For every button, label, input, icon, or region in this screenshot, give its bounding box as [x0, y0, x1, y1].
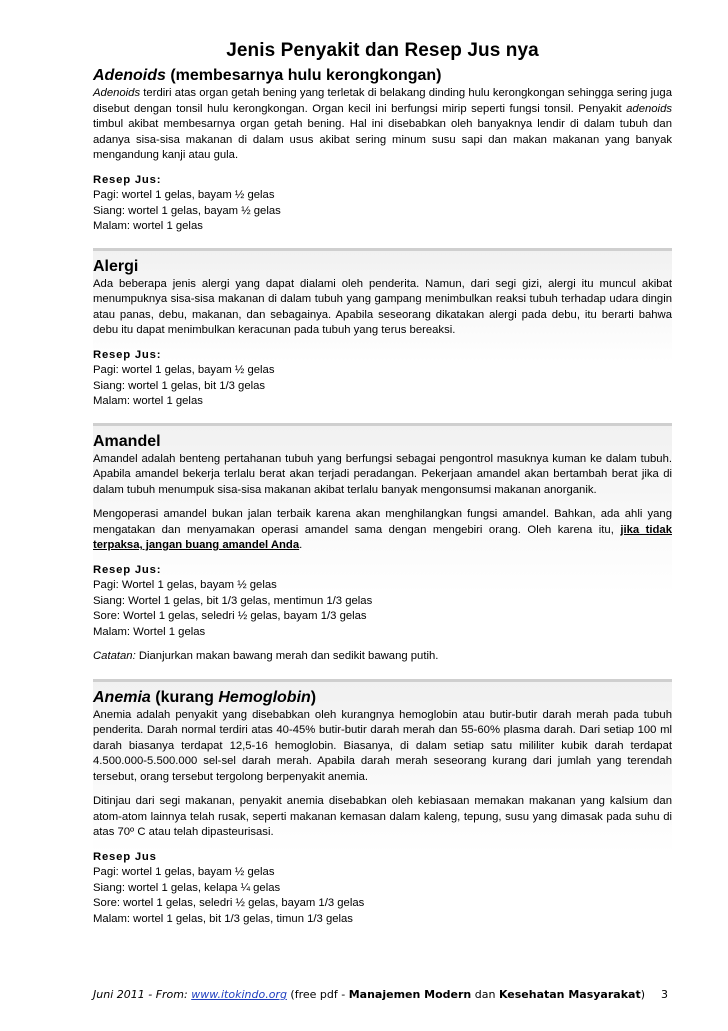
recipe-line: Pagi: wortel 1 gelas, bayam ½ gelas — [93, 364, 275, 376]
section-heading — [93, 66, 672, 86]
heading-text: ) — [310, 688, 317, 706]
recipe-line: Siang: Wortel 1 gelas, bit 1/3 gelas, mentimun 1/3 gelas — [93, 594, 373, 607]
paragraph-text: timbul akibat membesarnya organ getah bening. Hal ini disebabkan oleh banyaknya lendir di dalam tubuh dan adanya sisa-sisa makanan di dalam usus akibat sering minum susu sapi dan makan makanan yang banyak mengandung kanji atau gula. — [93, 118, 672, 161]
page-number: 3 — [661, 988, 668, 1001]
page-title: Jenis Penyakit dan Resep Jus nya — [226, 40, 539, 61]
recipe-line: Siang: wortel 1 gelas, bit 1/3 gelas — [93, 379, 266, 392]
recipe-block — [93, 563, 672, 641]
recipe-line: Siang: wortel 1 gelas, bayam ½ gelas — [93, 204, 281, 217]
heading-text: (membesarnya hulu kerongkongan) — [165, 67, 442, 84]
recipe-line: Sore: wortel 1 gelas, seledri ½ gelas, bayam 1/3 gelas — [93, 897, 365, 909]
recipe-line: Pagi: wortel 1 gelas, bayam ½ gelas — [93, 189, 275, 201]
heading-text: (kurang — [150, 688, 219, 706]
footer-bold: Kesehatan Masyarakat — [498, 988, 641, 1001]
italic-term: adenoids — [626, 102, 672, 115]
section-heading — [93, 688, 672, 708]
recipe-line: Malam: Wortel 1 gelas — [93, 625, 206, 638]
heading-italic: Hemoglobin — [218, 688, 311, 706]
recipe-block — [93, 850, 672, 928]
recipe-line: Pagi: wortel 1 gelas, bayam ½ gelas — [93, 866, 275, 878]
recipe-line: Sore: Wortel 1 gelas, seledri ½ gelas, bayam 1/3 gelas — [93, 610, 367, 622]
recipe-block — [93, 348, 672, 410]
paragraph: Ada beberapa jenis alergi yang dapat dialami oleh penderita. Namun, dari segi gizi, alergi itu muncul akibat menumpuknya sisa-sisa makanan di dalam tubuh yang gampang menimbulkan reaksi tubuh terhadap udara dingin atau panas, debu, makanan, dan sebagainya. Apabila seseorang dikatakan alergi pada debu, itu berarti bahwa debu itu dapat menimbulkan keracunan pada tubuh yang terus bereaksi. — [93, 277, 672, 336]
paragraph-text: Mengoperasi amandel bukan jalan terbaik karena akan menghilangkan fungsi amandel. Bahkan, ada ahli yang mengatakan dan menyamakan operasi amandel sama dengan mengebiri orang. Oleh karena itu, — [93, 508, 672, 536]
footer-text: ) — [640, 988, 645, 1001]
paragraph-text: . — [299, 539, 303, 551]
recipe-line: Siang: wortel 1 gelas, kelapa ¼ gelas — [93, 881, 281, 894]
note-label: Catatan: — [93, 650, 136, 662]
footer-link[interactable]: www.itokindo.org — [191, 988, 287, 1001]
section-heading: Amandel — [93, 432, 161, 450]
footer-text: dan — [471, 988, 499, 1001]
recipe-title: Resep Jus: — [93, 563, 162, 576]
recipe-title: Resep Jus — [93, 850, 157, 863]
section-alergi — [93, 248, 672, 410]
paragraph — [93, 86, 672, 164]
recipe-line: Malam: wortel 1 gelas, bit 1/3 gelas, timun 1/3 gelas — [93, 912, 353, 925]
heading-italic: Adenoids — [93, 67, 166, 84]
section-heading: Alergi — [93, 257, 139, 275]
recipe-block — [93, 173, 672, 235]
paragraph — [93, 507, 672, 554]
recipe-title: Resep Jus: — [93, 173, 162, 186]
emphasis-text: jika tidak terpaksa, jangan buang amandel Anda — [93, 523, 672, 551]
footer-text: (free pdf - — [286, 988, 349, 1001]
recipe-line: Pagi: Wortel 1 gelas, bayam ½ gelas — [93, 579, 277, 591]
italic-term: Adenoids — [93, 87, 141, 99]
recipe-line: Malam: wortel 1 gelas — [93, 220, 203, 232]
footer-bold: Manajemen Modern — [348, 988, 472, 1001]
recipe-line: Malam: wortel 1 gelas — [93, 395, 203, 407]
section-anemia — [93, 679, 672, 928]
section-amandel — [93, 423, 672, 665]
page-footer — [93, 988, 672, 1002]
paragraph: Amandel adalah benteng pertahanan tubuh yang berfungsi sebagai pengontrol masuknya kuman ke dalam tubuh. Apabila amandel bekerja terlalu berat akan terjadi peradangan. Pekerjaan amandel akan bertambah berat jika di dalam tubuh menumpuk sisa-sisa makanan akibat terlalu banyak mengonsumsi makanan anorganik. — [93, 452, 672, 496]
paragraph: Anemia adalah penyakit yang disebabkan oleh kurangnya hemoglobin atau butir-butir darah merah pada tubuh penderita. Darah normal terdiri atas 40-45% butir-butir darah merah dan 55-60% plasma darah. Dari setiap 100 ml darah biasanya terdapat 12,5-16 hemoglobin. Biasanya, di dalam setiap satu mililiter kubik darah terdapat 4.500.000-5.500.000 sel-sel darah merah. Apabila darah merah seseorang kurang dari jumlah yang terendah tersebut, orang tersebut tergolong berpenyakit anemia. — [93, 708, 672, 783]
heading-italic: Anemia — [93, 688, 151, 706]
document-page — [93, 40, 672, 927]
paragraph-text: terdiri atas organ getah bening yang terletak di belakang dinding hulu kerongkongan sehingga sering juga disebut dengan tonsil hulu kerongkongan. Organ kecil ini berfungsi mirip seperti fungsi tonsil. Penyakit — [93, 87, 672, 115]
paragraph: Ditinjau dari segi makanan, penyakit anemia disebabkan oleh kebiasaan memakan makanan yang kalsium dan atom-atom lainnya telah rusak, seperti makanan kemasan dalam kaleng, tepung, susu yang dimasak pada suhu di atas 70º C atau telah dipasteurisasi. — [93, 795, 672, 838]
footer-prefix: Juni 2011 - From: — [93, 988, 192, 1001]
recipe-title: Resep Jus: — [93, 348, 162, 361]
section-adenoids — [93, 66, 672, 235]
note-text: Dianjurkan makan bawang merah dan sedikit bawang putih. — [135, 650, 439, 662]
note — [93, 649, 672, 665]
